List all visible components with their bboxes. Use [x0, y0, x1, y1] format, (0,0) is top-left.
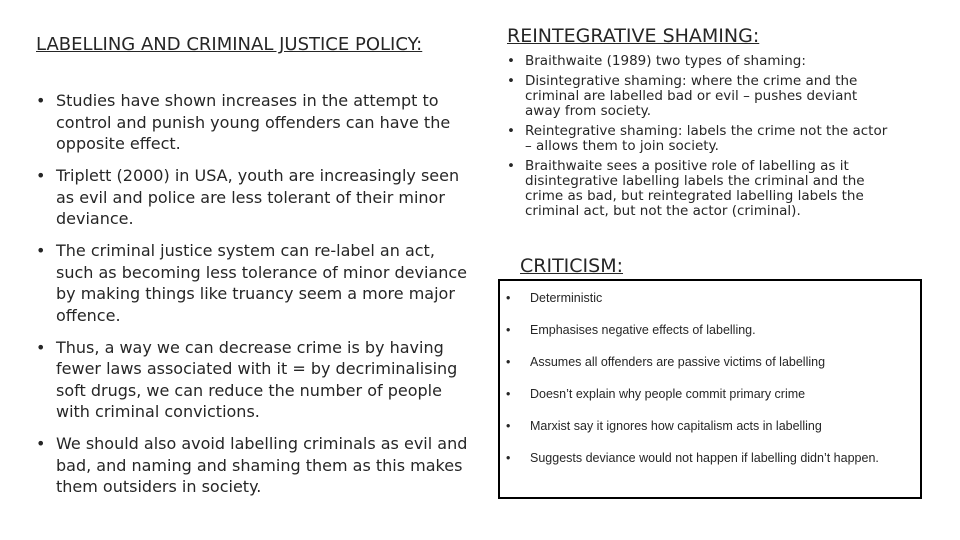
bullet-icon: •	[36, 337, 46, 357]
left-bullet-item	[36, 240, 476, 326]
bullet-icon: •	[36, 91, 46, 110]
reintegrative-shaming-title: REINTEGRATIVE SHAMING:	[507, 25, 760, 47]
right-bullet-list	[507, 54, 895, 224]
left-bullet-list	[36, 90, 476, 508]
bullet-icon: •	[36, 166, 46, 185]
criticism-bullet-item	[506, 383, 910, 405]
criticism-bullet-text: Marxist say it ignores how capitalism acts in labelling	[530, 419, 822, 433]
left-bullet-text: Studies have shown increases in the attempt to control and punish young offenders can have the opposite effect.	[56, 91, 451, 153]
criticism-bullet-item	[506, 447, 910, 469]
bullet-icon: •	[507, 158, 515, 174]
right-bullet-text: Braithwaite (1989) two types of shaming:	[525, 53, 806, 69]
criticism-bullet-text: Suggests deviance would not happen if labelling didn’t happen.	[530, 451, 879, 465]
bullet-icon: •	[507, 53, 515, 69]
criticism-bullet-list	[506, 287, 910, 469]
left-bullet-item	[36, 90, 476, 155]
criticism-bullet-text: Emphasises negative effects of labelling.	[530, 323, 756, 337]
right-bullet-text: Disintegrative shaming: where the crime and the criminal are labelled bad or evil – pushes deviant away from society.	[525, 73, 858, 119]
bullet-icon: •	[506, 419, 511, 433]
bullet-icon: •	[507, 123, 515, 139]
left-bullet-item	[36, 337, 476, 423]
right-bullet-item	[507, 124, 895, 154]
left-bullet-text: Thus, a way we can decrease crime is by having fewer laws associated with it = by decriminalising soft drugs, we can reduce the number of people with criminal convictions.	[56, 337, 458, 421]
bullet-icon: •	[36, 434, 46, 453]
criticism-bullet-text: Deterministic	[530, 291, 603, 305]
left-bullet-item	[36, 165, 476, 230]
criticism-bullet-item	[506, 287, 910, 309]
bullet-icon: •	[36, 241, 46, 260]
left-bullet-text: Triplett (2000) in USA, youth are increasingly seen as evil and police are less tolerant of their minor deviance.	[56, 166, 460, 228]
criticism-title: CRITICISM:	[520, 255, 624, 277]
left-bullet-text: We should also avoid labelling criminals as evil and bad, and naming and shaming them as this makes them outsiders in society.	[56, 434, 468, 496]
bullet-icon: •	[506, 355, 511, 369]
criticism-bullet-item	[506, 351, 910, 373]
right-bullet-item	[507, 74, 895, 119]
right-bullet-text: Braithwaite sees a positive role of labelling as it disintegrative labelling labels the criminal and the crime as bad, but reintegrated labelling labels the criminal act, but not the actor (criminal).	[525, 158, 865, 219]
bullet-icon: •	[507, 73, 515, 89]
right-bullet-text: Reintegrative shaming: labels the crime not the actor – allows them to join society.	[525, 123, 888, 154]
right-bullet-item	[507, 54, 895, 69]
left-section-title: LABELLING AND CRIMINAL JUSTICE POLICY:	[36, 34, 423, 55]
criticism-bullet-text: Doesn’t explain why people commit primary crime	[530, 387, 806, 401]
right-bullet-item	[507, 159, 895, 219]
bullet-icon: •	[506, 451, 511, 465]
criticism-bullet-text: Assumes all offenders are passive victims of labelling	[530, 355, 826, 369]
criticism-bullet-item	[506, 319, 910, 341]
bullet-icon: •	[506, 323, 511, 337]
bullet-icon: •	[506, 291, 511, 305]
criticism-box	[498, 279, 922, 499]
left-bullet-text: The criminal justice system can re-label an act, such as becoming less tolerance of minor deviance by making things like truancy seem a more major offence.	[56, 241, 468, 325]
criticism-bullet-item	[506, 415, 910, 437]
bullet-icon: •	[506, 387, 511, 401]
left-bullet-item	[36, 433, 476, 498]
